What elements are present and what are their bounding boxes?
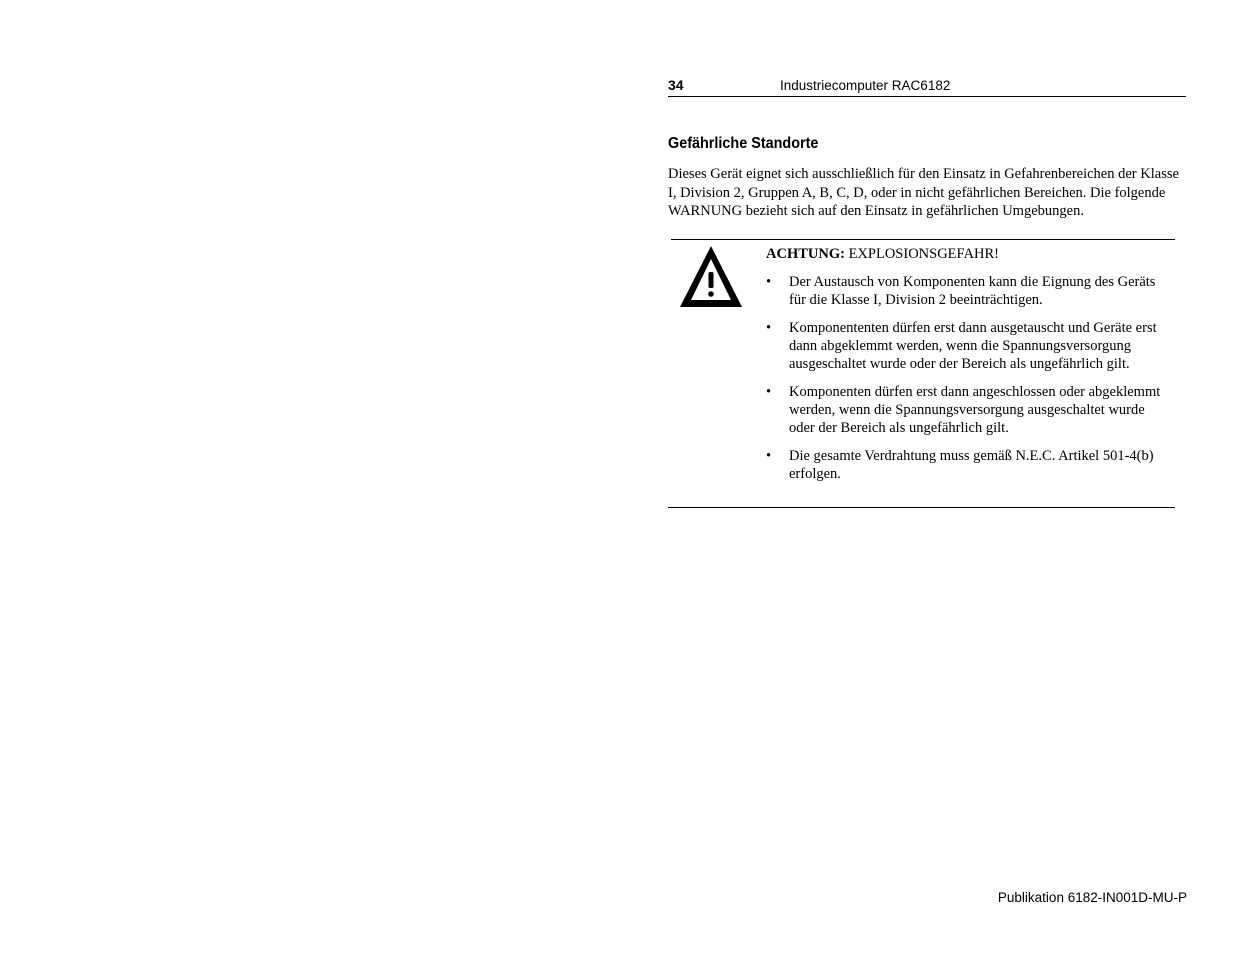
warning-content [766,245,1171,493]
warning-title-text: EXPLOSIONSGEFAHR! [844,246,999,262]
intro-paragraph: Dieses Gerät eignet sich ausschließlich für den Einsatz in Gefahrenbereichen der Klasse I, Division 2, Gruppen A, B, C, D, oder in nicht gefährlichen Bereichen. Die folgende WARNUNG bezieht sich auf den Einsatz in gefährlichen Umgebungen. [668,166,1179,219]
page-number: 34 [668,77,684,93]
bullet: • [766,320,772,336]
warning-label: ACHTUNG: [766,246,845,262]
warning-triangle-icon [679,244,743,308]
warning-top-rule [671,239,1175,240]
list-item [766,273,1171,309]
running-title: Industriecomputer RAC6182 [780,78,951,93]
list-item [766,319,1171,373]
list-item-text: Komponententen dürfen erst dann ausgetauscht und Geräte erst dann abgeklemmt werden, wenn die Spannungsversorgung ausgeschaltet wurde oder der Bereich als ungefährlich gilt. [789,320,1157,372]
list-item-text: Der Austausch von Komponenten kann die Eignung des Geräts für die Klasse I, Division 2 beeinträchtigen. [789,274,1156,308]
page-header [668,75,1186,97]
list-item [766,447,1171,483]
list-item-text: Die gesamte Verdrahtung muss gemäß N.E.C. Artikel 501-4(b) erfolgen. [789,448,1154,482]
bullet: • [766,448,772,464]
warning-bottom-rule [668,507,1175,508]
warning-title [766,245,1171,263]
list-item-text: Komponenten dürfen erst dann angeschlossen oder abgeklemmt werden, wenn die Spannungsversorgung ausgeschaltet wurde oder der Bereich als ungefährlich gilt. [789,384,1161,436]
bullet: • [766,274,772,290]
warning-box [668,239,1175,507]
section-heading: Gefährliche Standorte [668,135,819,152]
bullet: • [766,384,772,400]
publication-number: Publikation 6182-IN001D-MU-P [997,890,1187,905]
warning-list [766,273,1171,483]
list-item [766,383,1171,437]
